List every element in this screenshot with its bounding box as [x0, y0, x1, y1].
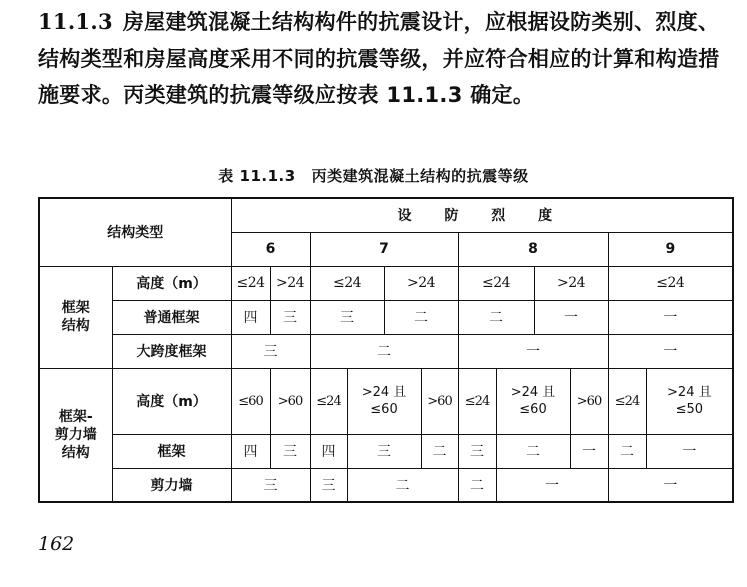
cell-value: ≤24: [608, 266, 733, 300]
cell-value: 四: [231, 434, 270, 468]
cell-value: 一: [570, 434, 608, 468]
cell-value: >24: [384, 266, 458, 300]
intensity-9: 9: [608, 232, 733, 266]
cell-value: 一: [608, 300, 733, 334]
cell-value: >60: [570, 368, 608, 434]
cell-value: >24 且 ≤60: [496, 368, 570, 434]
cell-value: 一: [496, 468, 608, 502]
cell-value: >24: [534, 266, 608, 300]
cell-value: 三: [231, 468, 310, 502]
cell-value: 三: [458, 434, 496, 468]
cell-value: >24 且 ≤60: [347, 368, 421, 434]
cell-value: >24: [270, 266, 310, 300]
cell-value: >24 且 ≤50: [646, 368, 733, 434]
header-intensity: 设 防 烈 度: [231, 198, 733, 232]
cell-value: 三: [231, 334, 310, 368]
cell-value: 三: [310, 468, 347, 502]
cell-value: 二: [458, 300, 534, 334]
cell-value: 四: [310, 434, 347, 468]
cell-value: 一: [534, 300, 608, 334]
cell-value: ≤24: [310, 266, 384, 300]
cell-value: 二: [458, 468, 496, 502]
table-title: 丙类建筑混凝土结构的抗震等级: [311, 167, 529, 185]
cell-value: >60: [421, 368, 458, 434]
clause-number: 11.1.3: [38, 9, 113, 34]
cell-value: 二: [608, 434, 646, 468]
cell-value: 一: [458, 334, 608, 368]
header-structure-type: 结构类型: [39, 198, 231, 266]
cell-value: ≤24: [458, 368, 496, 434]
group-frame-structure: 框架 结构: [39, 266, 112, 368]
cell-value: 一: [608, 468, 733, 502]
clause-text: 房屋建筑混凝土结构构件的抗震设计，应根据设防类别、烈度、结构类型和房屋高度采用不同的抗震等级，并应符合相应的计算和构造措施要求。丙类建筑的抗震等级应按表 11.1.3 确定。: [38, 10, 720, 107]
row-label-shear-wall: 剪力墙: [112, 468, 231, 502]
row-label-frame-height: 高度（m）: [112, 266, 231, 300]
clause-paragraph: [38, 4, 728, 114]
cell-value: 二: [310, 334, 458, 368]
cell-value: 三: [347, 434, 421, 468]
cell-value: 一: [608, 334, 733, 368]
cell-value: 二: [347, 468, 458, 502]
intensity-7: 7: [310, 232, 458, 266]
table-number: 表 11.1.3: [218, 167, 296, 185]
cell-value: 二: [384, 300, 458, 334]
table-caption: [0, 165, 747, 186]
row-label-long-span-frame: 大跨度框架: [112, 334, 231, 368]
cell-value: ≤24: [458, 266, 534, 300]
cell-value: ≤60: [231, 368, 270, 434]
cell-value: 三: [270, 300, 310, 334]
cell-value: ≤24: [231, 266, 270, 300]
row-label-ordinary-frame: 普通框架: [112, 300, 231, 334]
intensity-6: 6: [231, 232, 310, 266]
cell-value: ≤24: [310, 368, 347, 434]
cell-value: ≤24: [608, 368, 646, 434]
row-label-fsw-height: 高度（m）: [112, 368, 231, 434]
row-label-fsw-frame: 框架: [112, 434, 231, 468]
cell-value: >60: [270, 368, 310, 434]
cell-value: 三: [310, 300, 384, 334]
seismic-grade-table: [38, 197, 734, 503]
cell-value: 一: [646, 434, 733, 468]
cell-value: 三: [270, 434, 310, 468]
cell-value: 二: [496, 434, 570, 468]
page-number: 162: [38, 533, 75, 555]
cell-value: 二: [421, 434, 458, 468]
intensity-8: 8: [458, 232, 608, 266]
group-frame-shearwall-structure: 框架- 剪力墙 结构: [39, 368, 112, 502]
cell-value: 四: [231, 300, 270, 334]
